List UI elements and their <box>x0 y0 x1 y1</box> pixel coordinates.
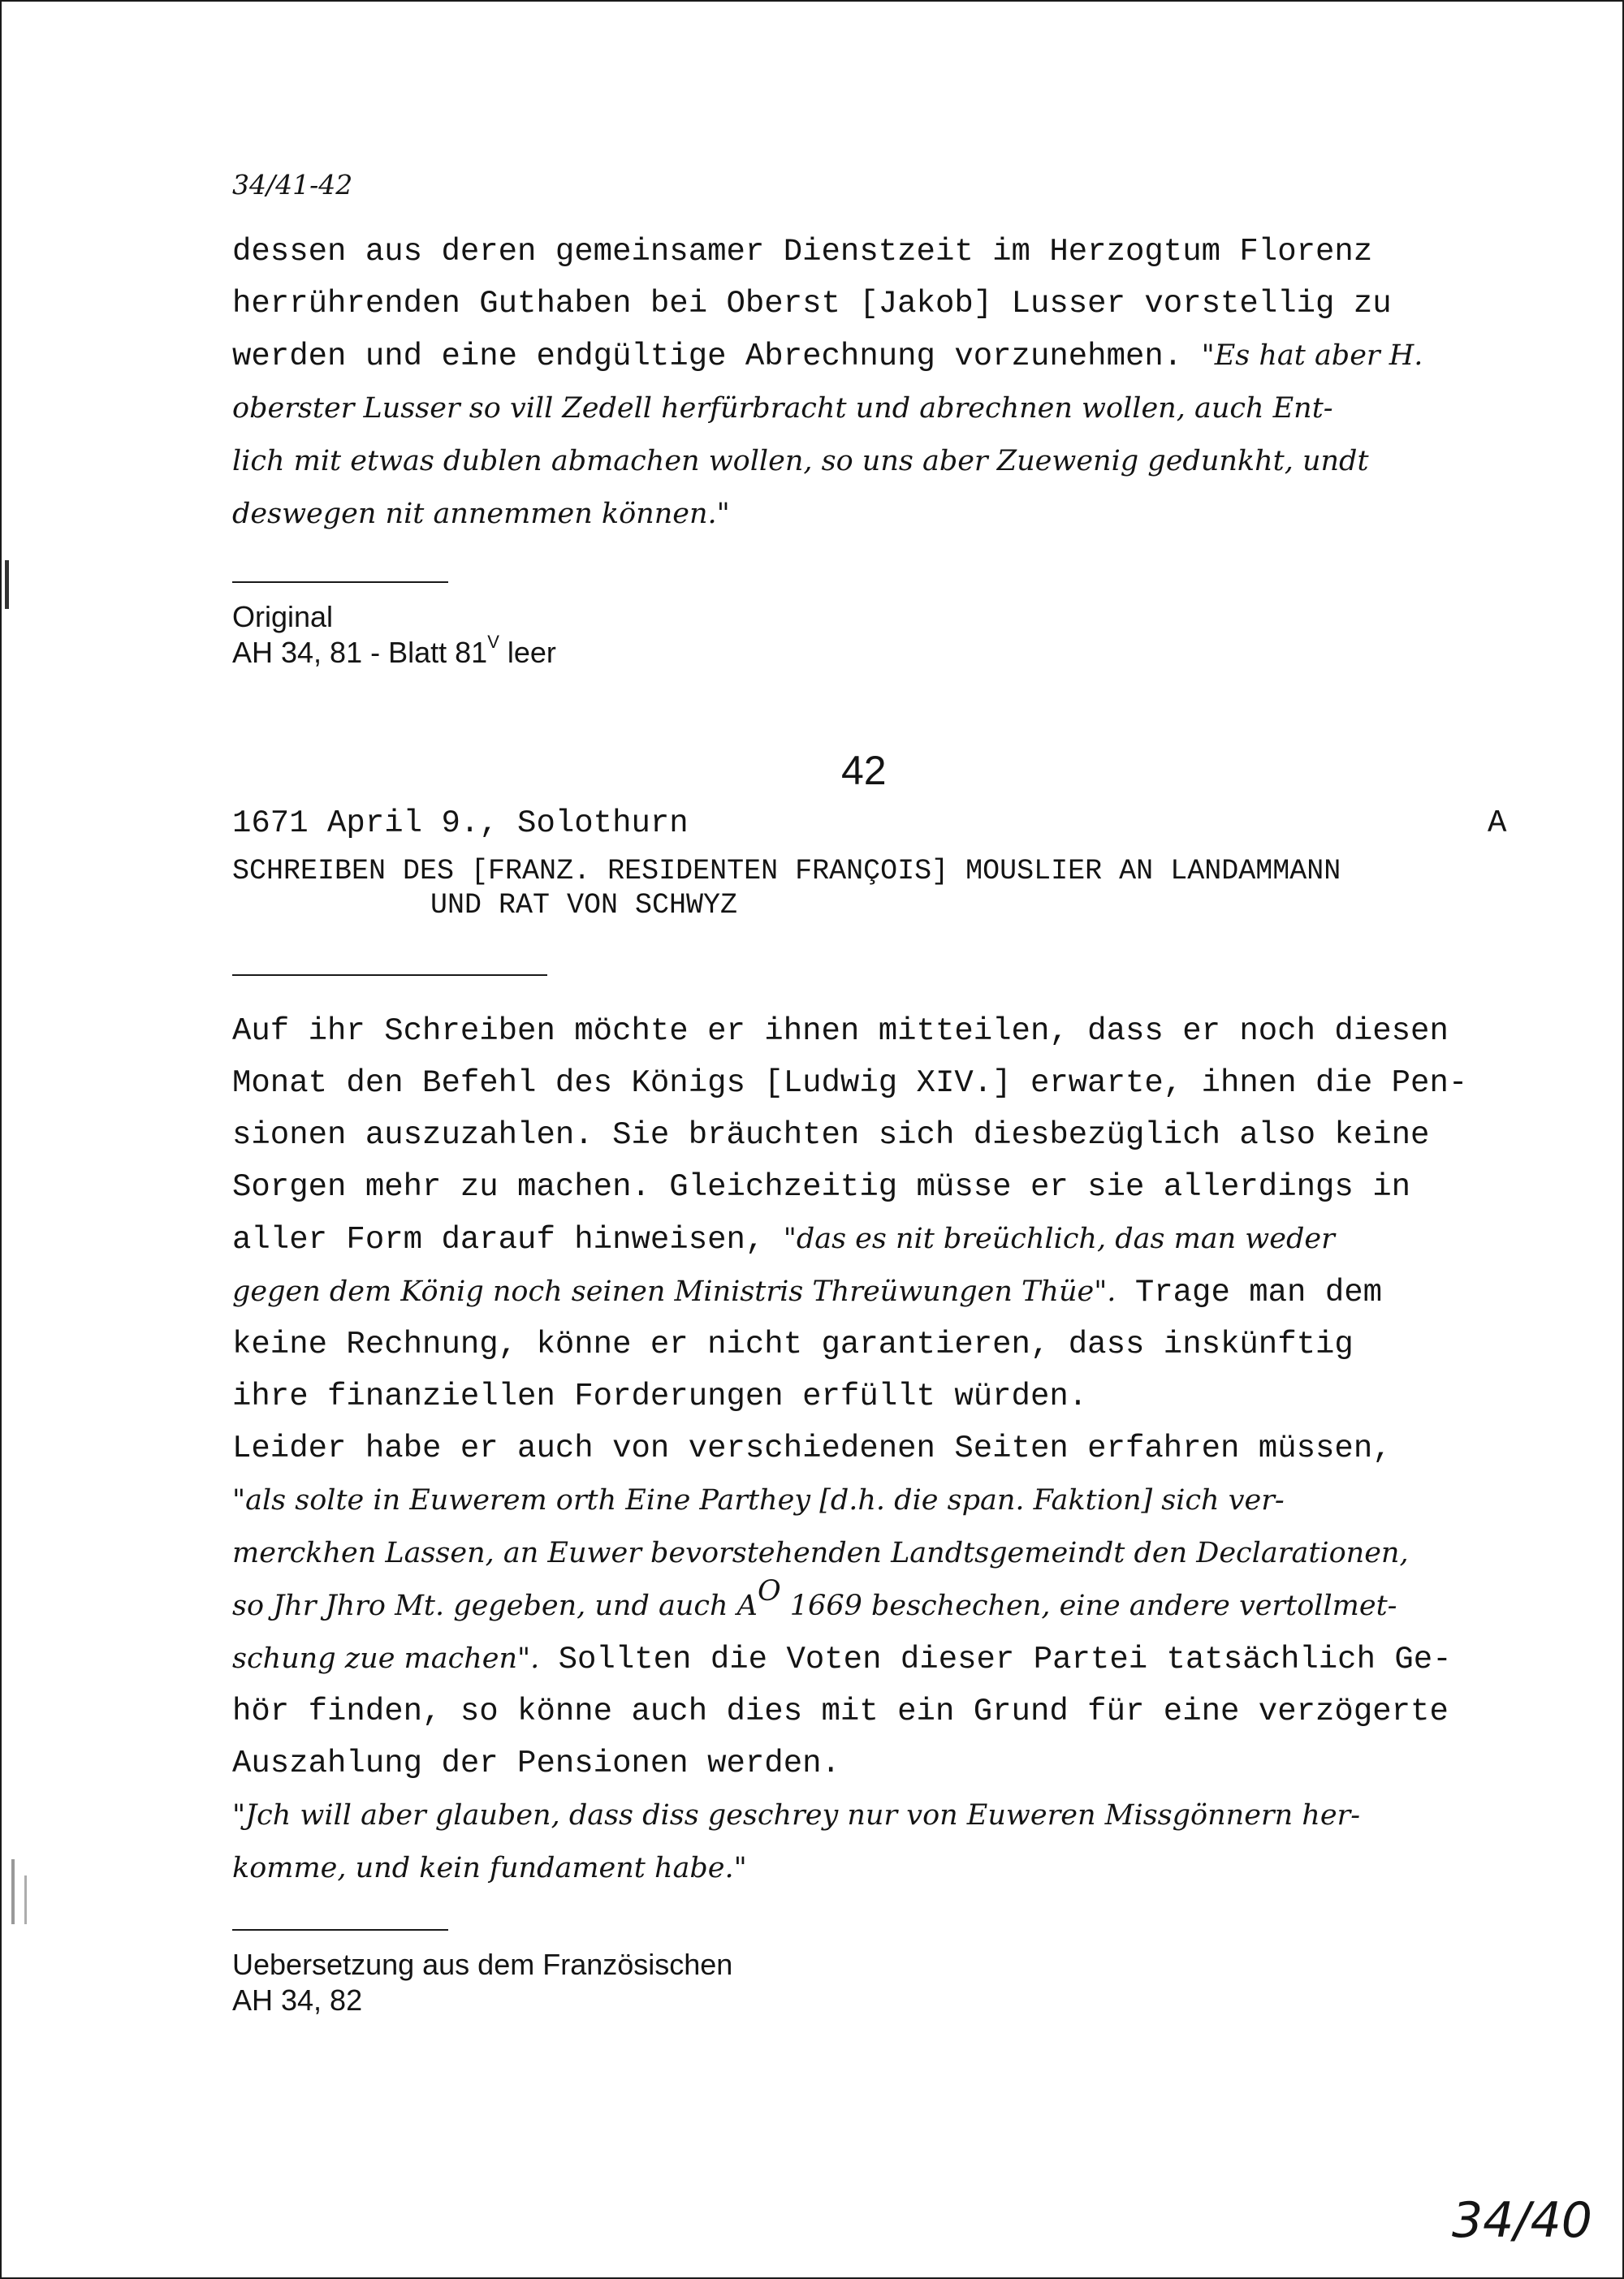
quoted-text: merckhen Lassen, an Euwer bevorstehenden Landtsgemeindt den Declarationen, <box>232 1537 1409 1569</box>
body-text: Auf ihr Schreiben möchte er ihnen mitteilen, dass er noch diesen <box>232 1013 1449 1049</box>
body-text: Sollten die Voten dieser Partei tatsächlich Ge- <box>539 1642 1452 1677</box>
body-text: Monat den Befehl des Königs [Ludwig XIV.] erwarte, ihnen die Pen- <box>232 1065 1468 1101</box>
text-line <box>232 278 1423 330</box>
document-title <box>232 854 1341 922</box>
text-line <box>232 1266 1467 1319</box>
text-line <box>232 1005 1467 1057</box>
quoted-text: 1669 beschechen, eine andere vertollmet- <box>780 1590 1397 1622</box>
handwritten-page-number: 34/40 <box>1452 2192 1592 2249</box>
text-line <box>232 1370 1467 1422</box>
text-line <box>232 1575 1467 1633</box>
body-text: hör finden, so könne auch dies mit ein Grund für eine verzögerte <box>232 1694 1449 1729</box>
body-text: Sorgen mehr zu machen. Gleichzeitig müsse er sie allerdings in <box>232 1169 1411 1205</box>
text-line <box>232 1686 1467 1737</box>
text-line <box>232 1474 1467 1527</box>
source-label: Original <box>232 600 334 633</box>
text-line <box>232 330 1423 382</box>
text-line <box>232 1109 1467 1161</box>
source-ref-text: AH 34, 81 - Blatt 81 <box>232 636 488 669</box>
text-line <box>232 435 1423 488</box>
title-line-2: UND RAT VON SCHWYZ <box>430 889 738 922</box>
body-text: dessen aus deren gemeinsamer Dienstzeit im Herzogtum Florenz <box>232 234 1373 270</box>
source-ref-suffix: leer <box>499 636 556 669</box>
body-text: ihre finanziellen Forderungen erfüllt würden. <box>232 1379 1088 1414</box>
body-text: sionen auszuzahlen. Sie bräuchten sich diesbezüglich also keine <box>232 1117 1430 1153</box>
body-text: werden und eine endgültige Abrechnung vorzunehmen. <box>232 339 1202 374</box>
body-text: aller Form darauf hinweisen, <box>232 1222 784 1258</box>
quoted-text: gegen dem König noch seinen Ministris Threüwungen Thüe". <box>232 1275 1116 1308</box>
document-41-text <box>232 226 1423 541</box>
body-text: keine Rechnung, könne er nicht garantieren, dass inskünftig <box>232 1327 1354 1362</box>
document-number: 42 <box>841 748 887 793</box>
body-text: Auszahlung der Pensionen werden. <box>232 1746 840 1781</box>
quoted-text: lich mit etwas dublen abmachen wollen, so uns aber Zuewenig gedunkht, undt <box>232 445 1369 477</box>
text-line <box>232 1213 1467 1266</box>
quoted-text: "Jch will aber glauben, dass diss geschrey nur von Euweren Missgönnern her- <box>232 1799 1361 1832</box>
quoted-text: komme, und kein fundament habe." <box>232 1852 747 1884</box>
text-line <box>232 382 1423 435</box>
title-rule <box>232 974 547 976</box>
text-line <box>232 1737 1467 1789</box>
source-reference: AH 34, 82 <box>232 1983 363 2017</box>
source-reference <box>232 632 556 671</box>
source-ref-superscript: V <box>487 632 499 652</box>
footnote-rule <box>232 581 448 583</box>
quoted-text: "als solte in Euwerem orth Eine Parthey [d.h. die span. Faktion] sich ver- <box>232 1484 1285 1517</box>
quoted-text: "das es nit breüchlich, das man weder <box>783 1223 1335 1255</box>
document-marker: A <box>1488 805 1507 841</box>
quoted-text: schung zue machen". <box>232 1642 540 1675</box>
body-text: herrührenden Guthaben bei Oberst [Jakob] Lusser vorstellig zu <box>232 286 1392 322</box>
text-line <box>232 1789 1467 1842</box>
text-line <box>232 1057 1467 1109</box>
scan-artifact <box>11 1859 15 1924</box>
date-place: 1671 April 9., Solothurn <box>232 805 689 841</box>
page-reference: 34/41-42 <box>232 169 353 201</box>
text-line <box>232 1527 1467 1580</box>
scan-artifact <box>24 1875 27 1924</box>
text-line <box>232 226 1423 278</box>
text-line <box>232 488 1423 541</box>
body-text: Leider habe er auch von verschiedenen Seiten erfahren müssen, <box>232 1431 1392 1466</box>
footnote-rule <box>232 1929 448 1931</box>
title-line-1: SCHREIBEN DES [FRANZ. RESIDENTEN FRANÇOIS] MOUSLIER AN LANDAMMANN <box>232 855 1341 887</box>
text-line <box>232 1633 1467 1686</box>
text-line <box>232 1422 1467 1474</box>
quoted-text: O <box>757 1575 781 1608</box>
quoted-text: "Es hat aber H. <box>1201 339 1423 372</box>
quoted-text: so Jhr Jhro Mt. gegeben, und auch A <box>232 1590 758 1622</box>
text-line <box>232 1161 1467 1213</box>
text-line <box>232 1319 1467 1370</box>
text-line <box>232 1842 1467 1895</box>
quoted-text: oberster Lusser so vill Zedell herfürbracht und abrechnen wollen, auch Ent- <box>232 392 1333 425</box>
quoted-text: deswegen nit annemmen können." <box>232 498 730 530</box>
document-42-text <box>232 1005 1467 1895</box>
body-text: Trage man dem <box>1116 1275 1383 1310</box>
translation-note: Uebersetzung aus dem Französischen <box>232 1948 733 1981</box>
scan-artifact <box>5 560 9 609</box>
